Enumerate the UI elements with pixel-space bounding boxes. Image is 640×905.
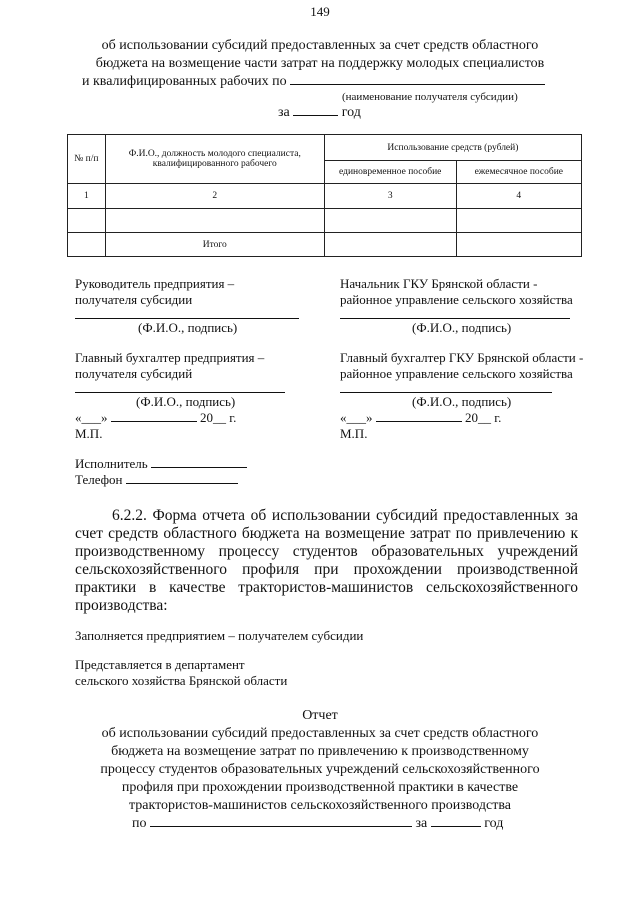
sig-left2-line[interactable] (75, 391, 285, 393)
report-period-line (132, 815, 503, 832)
report-line-5: трактористов-машинистов сельскохозяйственного производства (129, 798, 511, 813)
period-god: год (341, 105, 361, 120)
date-right-month-field[interactable] (376, 421, 462, 422)
date-left-year: 20__ г. (200, 410, 237, 425)
phone-field[interactable] (126, 483, 238, 484)
table-total-label: Итого (105, 233, 324, 257)
table-row (68, 209, 582, 233)
report-recipient-field[interactable] (150, 826, 412, 827)
report-line-3: процессу студентов образовательных учреждений сельскохозяйственного (100, 762, 540, 777)
section-line-5: практики в качестве трактористов-машинистов сельскохозяйственного (75, 579, 578, 596)
report-period-field[interactable] (431, 826, 481, 827)
sig-right2-caption: (Ф.И.О., подпись) (412, 394, 512, 409)
sig-right2-l1: Главный бухгалтер ГКУ Брянской области - (340, 350, 584, 365)
table-row-total (68, 233, 582, 257)
table-cell[interactable] (456, 233, 581, 257)
report-line-2: бюджета на возмещение затрат по привлечению к производственному (111, 744, 529, 759)
note-sent-1: Представляется в департамент (75, 657, 245, 672)
period-za: за (278, 105, 290, 120)
section-line-4: сельскохозяйственного профиля при прохождении производственной (75, 561, 578, 578)
sig-right1-caption: (Ф.И.О., подпись) (412, 320, 512, 335)
sig-left2-l2: получателя субсидий (75, 366, 193, 381)
report-god: год (484, 816, 504, 831)
table-header-monthly: ежемесячное пособие (456, 161, 581, 184)
executor-line (75, 456, 247, 472)
table-cell: 2 (105, 184, 324, 209)
table-cell[interactable] (324, 233, 456, 257)
page-number: 149 (310, 4, 330, 19)
header-line-2: бюджета на возмещение части затрат на поддержку молодых специалистов (95, 56, 545, 71)
period-field[interactable] (293, 115, 338, 116)
table-header-single: единовременное пособие (324, 161, 456, 184)
section-line-1: 6.2.2. Форма отчета об использовании субсидий предоставленных за (112, 507, 578, 524)
recipient-field[interactable] (290, 84, 545, 85)
sig-right1-line[interactable] (340, 317, 570, 319)
date-left-month-field[interactable] (111, 421, 197, 422)
header-line-3-text: и квалифицированных рабочих по (82, 74, 287, 89)
report-line-1: об использовании субсидий предоставленных за счет средств областного (101, 726, 539, 741)
executor-field[interactable] (151, 467, 247, 468)
sig-right2-l2: районное управление сельского хозяйства (340, 366, 573, 381)
section-line-3: производственному процессу студентов образовательных учреждений (75, 543, 578, 560)
sig-right1-l1: Начальник ГКУ Брянской области - (340, 276, 538, 291)
period-line (278, 104, 361, 121)
section-line-2: счет средств областного бюджета на возмещение затрат по привлечению к (75, 525, 578, 542)
phone-line (75, 472, 238, 488)
sig-left2-caption: (Ф.И.О., подпись) (136, 394, 236, 409)
table-cell (68, 233, 106, 257)
date-right-year: 20__ г. (465, 410, 502, 425)
table-cell: 4 (456, 184, 581, 209)
usage-table (67, 134, 582, 257)
sig-right1-l2: районное управление сельского хозяйства (340, 292, 573, 307)
sig-left1-caption: (Ф.И.О., подпись) (138, 320, 238, 335)
recipient-caption: (наименование получателя субсидии) (342, 91, 518, 103)
report-title: Отчет (302, 708, 338, 723)
note-filled: Заполняется предприятием – получателем субсидии (75, 628, 364, 643)
executor-label: Исполнитель (75, 456, 148, 471)
sig-left2-l1: Главный бухгалтер предприятия – (75, 350, 265, 365)
mp-left: М.П. (75, 426, 103, 441)
report-po: по (132, 816, 147, 831)
header-line-3 (82, 73, 582, 90)
table-row (68, 184, 582, 209)
table-cell: 1 (68, 184, 106, 209)
sig-right2-line[interactable] (340, 391, 552, 393)
table-cell[interactable] (456, 209, 581, 233)
table-cell: 3 (324, 184, 456, 209)
header-line-1: об использовании субсидий предоставленных за счет средств областного (101, 38, 539, 53)
date-left-day: «___» (75, 410, 108, 425)
table-header-fio: Ф.И.О., должность молодого специалиста, квалифицированного рабочего (105, 135, 324, 184)
date-right (340, 410, 501, 426)
report-za: за (415, 816, 428, 831)
mp-right: М.П. (340, 426, 368, 441)
table-cell[interactable] (324, 209, 456, 233)
report-line-4: профиля при прохождении производственной практики в качестве (121, 780, 519, 795)
sig-left1-l1: Руководитель предприятия – (75, 276, 235, 291)
table-header-num: № п/п (68, 135, 106, 184)
phone-label: Телефон (75, 472, 123, 487)
sig-left1-line[interactable] (75, 317, 299, 319)
table-cell[interactable] (105, 209, 324, 233)
note-sent-2: сельского хозяйства Брянской области (75, 673, 288, 688)
table-header-usage: Использование средств (рублей) (324, 135, 581, 161)
date-left (75, 410, 236, 426)
section-line-6: производства: (75, 597, 168, 614)
table-cell[interactable] (68, 209, 106, 233)
date-right-day: «___» (340, 410, 373, 425)
sig-left1-l2: получателя субсидии (75, 292, 193, 307)
